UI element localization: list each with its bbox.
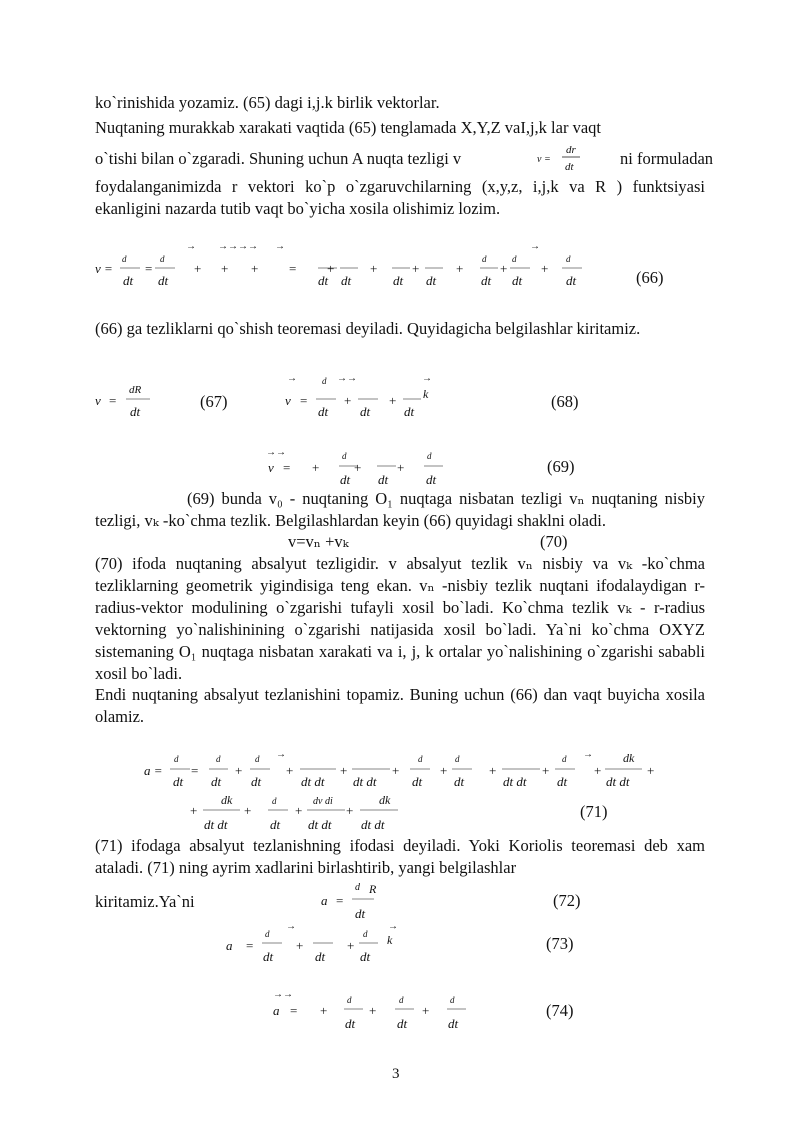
svg-text:→: → xyxy=(286,921,296,932)
text-line-2: Nuqtaning murakkab xarakati vaqtida (65) tenglamada X,Y,Z vaI,j,k lar vaqt xyxy=(95,118,601,137)
svg-text:dt: dt xyxy=(404,404,415,419)
svg-text:→: → xyxy=(276,749,286,760)
svg-text:d: d xyxy=(272,796,277,806)
svg-text:d: d xyxy=(427,451,432,461)
svg-text:dk: dk xyxy=(623,751,635,765)
svg-text:+: + xyxy=(194,261,202,276)
equation-number-74: (74) xyxy=(546,1001,574,1020)
equation-70: v=vₙ +vₖ xyxy=(288,532,349,551)
svg-text:dr: dr xyxy=(566,144,576,156)
text-line-3a: o`tishi bilan o`zgaradi. Shuning uchun A nuqta tezligi v xyxy=(95,149,462,168)
svg-text:d: d xyxy=(418,754,423,764)
paragraph-9: (71) ifodaga absalyut tezlanishning ifodasi deyiladi. Yoki Koriolis teoremasi deb xam ataladi. (71) ning ayrim xadlarini birlashtirib, yangi belgilashlar xyxy=(95,836,705,877)
svg-text:dt dt: dt dt xyxy=(204,817,228,832)
svg-text:dt dt: dt dt xyxy=(301,774,325,789)
svg-text:dt: dt xyxy=(565,161,574,173)
svg-text:dt: dt xyxy=(448,1016,459,1031)
svg-text:+: + xyxy=(422,1003,430,1018)
svg-text:+: + xyxy=(346,803,354,818)
svg-text:d: d xyxy=(347,995,352,1005)
svg-text:dk: dk xyxy=(379,793,391,807)
svg-text:=: = xyxy=(145,261,153,276)
text-line-1: ko`rinishida yozamiz. (65) dagi i,j.k birlik vektorlar. xyxy=(95,93,440,112)
svg-text:a: a xyxy=(321,893,328,908)
svg-text:d: d xyxy=(562,754,567,764)
svg-text:+: + xyxy=(286,763,294,778)
svg-text:+: + xyxy=(489,763,497,778)
svg-text:+: + xyxy=(190,803,198,818)
svg-text:+: + xyxy=(369,1003,377,1018)
svg-text:→: → xyxy=(388,921,398,932)
svg-text:dt: dt xyxy=(315,949,326,964)
svg-text:dt dt: dt dt xyxy=(361,817,385,832)
svg-text:dt: dt xyxy=(512,273,523,288)
svg-text:dt: dt xyxy=(397,1016,408,1031)
svg-text:dt: dt xyxy=(211,774,222,789)
svg-text:R: R xyxy=(369,882,377,896)
svg-text:v =: v = xyxy=(95,261,113,276)
svg-text:+: + xyxy=(594,763,602,778)
svg-text:→→: →→ xyxy=(337,373,357,384)
svg-text:dt: dt xyxy=(360,949,371,964)
page-number: 3 xyxy=(392,1066,400,1082)
svg-text:dt dt: dt dt xyxy=(503,774,527,789)
svg-text:+: + xyxy=(340,763,348,778)
paragraph-7: (70) ifoda nuqtaning absalyut tezligidir. v absalyut tezlik vₙ nisbiy va vₖ -ko`chma tezliklarning geometrik yigindisiga teng ekan. vₙ -nisbiy tezlik nuqtani ifodalaydigan r-radius-vektor modulining o`zgarishi tufayli xosil bo`ladi. Ko`chma tezlik vₖ - r-radius vektorning yo`nalishinining o`zgarishi natijasida xosil bo`ladi. Ya`ni ko`chma OXYZ sistemaning O₁ nuqtaga nisbatan xarakati va i, j, k ortalar yo`nalishining o`zgarishi sababli xosil bo`ladi. xyxy=(95,554,705,683)
svg-text:k: k xyxy=(423,387,429,401)
text-line-3b: ni formuladan xyxy=(620,149,714,168)
svg-text:d: d xyxy=(450,995,455,1005)
svg-text:+: + xyxy=(370,261,378,276)
svg-text:dt dt: dt dt xyxy=(353,774,377,789)
svg-text:dR: dR xyxy=(129,384,142,396)
svg-text:dt: dt xyxy=(378,472,389,487)
svg-text:=: = xyxy=(289,261,297,276)
svg-text:+: + xyxy=(344,393,352,408)
svg-text:d: d xyxy=(322,376,327,386)
svg-text:dt: dt xyxy=(454,774,465,789)
svg-text:+: + xyxy=(440,763,448,778)
svg-text:+: + xyxy=(500,261,508,276)
svg-text:→: → xyxy=(186,241,196,252)
svg-text:d: d xyxy=(255,754,260,764)
svg-text:dt: dt xyxy=(270,817,281,832)
svg-text:dt: dt xyxy=(393,273,404,288)
svg-text:d: d xyxy=(122,254,127,264)
svg-text:a: a xyxy=(226,938,233,953)
svg-text:d: d xyxy=(512,254,517,264)
svg-text:+: + xyxy=(295,803,303,818)
svg-text:dt: dt xyxy=(481,273,492,288)
svg-text:d: d xyxy=(160,254,165,264)
equation-number-67: (67) xyxy=(200,392,228,411)
svg-text:d: d xyxy=(363,929,368,939)
svg-text:a =: a = xyxy=(144,763,163,778)
svg-text:d: d xyxy=(566,254,571,264)
svg-text:dt dt: dt dt xyxy=(308,817,332,832)
svg-text:d: d xyxy=(342,451,347,461)
svg-text:→→→→: →→→→ xyxy=(218,241,258,252)
svg-text:dt: dt xyxy=(263,949,274,964)
svg-text:=: = xyxy=(191,763,199,778)
svg-text:dt: dt xyxy=(355,906,366,921)
svg-text:dt: dt xyxy=(130,404,141,419)
svg-text:dk: dk xyxy=(221,793,233,807)
svg-text:→: → xyxy=(530,241,540,252)
svg-text:+: + xyxy=(542,763,550,778)
svg-text:d: d xyxy=(355,882,360,893)
svg-text:+: + xyxy=(389,393,397,408)
svg-text:dt: dt xyxy=(341,273,352,288)
svg-text:→: → xyxy=(287,373,297,384)
svg-text:=: = xyxy=(336,893,344,908)
svg-text:=: = xyxy=(290,1003,298,1018)
svg-text:→: → xyxy=(583,749,593,760)
svg-text:+: + xyxy=(647,763,655,778)
svg-text:v: v xyxy=(95,393,101,408)
text-line-10: kiritamiz.Ya`ni xyxy=(95,892,195,911)
svg-text:v =: v = xyxy=(537,154,551,165)
paragraph-4: foydalanganimizda r vektori ko`p o`zgaruvchilarning (x,y,z, i,j,k va R ) funktsiyasi ekanligini nazarda tutib vaqt bo`yicha xosila olishimiz lozim. xyxy=(95,177,705,218)
svg-text:dt: dt xyxy=(360,404,371,419)
svg-text:→: → xyxy=(422,373,432,384)
equation-number-73: (73) xyxy=(546,934,574,953)
equation-number-68: (68) xyxy=(551,392,579,411)
svg-text:dt: dt xyxy=(318,273,329,288)
svg-text:dt: dt xyxy=(426,472,437,487)
svg-text:=: = xyxy=(246,938,254,953)
svg-text:dt: dt xyxy=(123,273,134,288)
svg-text:dt: dt xyxy=(251,774,262,789)
svg-text:+: + xyxy=(412,261,420,276)
paragraph-8: Endi nuqtaning absalyut tezlanishini topamiz. Buning uchun (66) dan vaqt buyicha xosila olamiz. xyxy=(95,685,705,726)
svg-text:dv di: dv di xyxy=(313,796,333,807)
svg-text:+: + xyxy=(392,763,400,778)
svg-text:=: = xyxy=(283,460,291,475)
svg-text:+: + xyxy=(312,460,320,475)
svg-text:d: d xyxy=(174,754,179,764)
svg-text:+: + xyxy=(397,460,405,475)
svg-text:+: + xyxy=(327,261,335,276)
svg-text:v: v xyxy=(268,460,274,475)
svg-text:+: + xyxy=(235,763,243,778)
svg-text:d: d xyxy=(216,754,221,764)
svg-text:d: d xyxy=(455,754,460,764)
svg-text:=: = xyxy=(300,393,308,408)
svg-text:+: + xyxy=(221,261,229,276)
svg-text:dt: dt xyxy=(557,774,568,789)
svg-text:+: + xyxy=(251,261,259,276)
svg-text:→→: →→ xyxy=(273,989,293,1000)
equation-number-71: (71) xyxy=(580,802,608,821)
svg-text:d: d xyxy=(399,995,404,1005)
svg-text:=: = xyxy=(109,393,117,408)
svg-text:dt: dt xyxy=(426,273,437,288)
svg-text:d: d xyxy=(265,929,270,939)
equation-number-70: (70) xyxy=(540,532,568,551)
svg-text:dt: dt xyxy=(158,273,169,288)
svg-text:+: + xyxy=(296,938,304,953)
svg-text:+: + xyxy=(244,803,252,818)
svg-text:dt: dt xyxy=(318,404,329,419)
svg-text:d: d xyxy=(482,254,487,264)
svg-text:dt: dt xyxy=(412,774,423,789)
svg-text:a: a xyxy=(273,1003,280,1018)
equation-number-72: (72) xyxy=(553,891,581,910)
svg-text:→→: →→ xyxy=(266,447,286,458)
svg-text:dt: dt xyxy=(566,273,577,288)
paragraph-6: (69) bunda v₀ - nuqtaning O₁ nuqtaga nisbatan tezligi vₙ nuqtaning nisbiy tezligi, vₖ -ko`chma tezlik. Belgilashlardan keyin (66) quyidagi shaklni oladi. xyxy=(95,489,705,530)
svg-text:+: + xyxy=(354,460,362,475)
equation-number-69: (69) xyxy=(547,457,575,476)
svg-text:dt: dt xyxy=(173,774,184,789)
paragraph-5: (66) ga tezliklarni qo`shish teoremasi deyiladi. Quyidagicha belgilashlar kiritamiz. xyxy=(95,319,641,338)
svg-text:+: + xyxy=(541,261,549,276)
svg-text:dt: dt xyxy=(345,1016,356,1031)
svg-text:dt: dt xyxy=(340,472,351,487)
svg-text:dt dt: dt dt xyxy=(606,774,630,789)
svg-text:+: + xyxy=(347,938,355,953)
svg-text:→: → xyxy=(275,241,285,252)
svg-text:+: + xyxy=(456,261,464,276)
svg-text:k: k xyxy=(387,933,393,947)
equation-number-66: (66) xyxy=(636,268,664,287)
svg-text:v: v xyxy=(285,393,291,408)
svg-text:+: + xyxy=(320,1003,328,1018)
